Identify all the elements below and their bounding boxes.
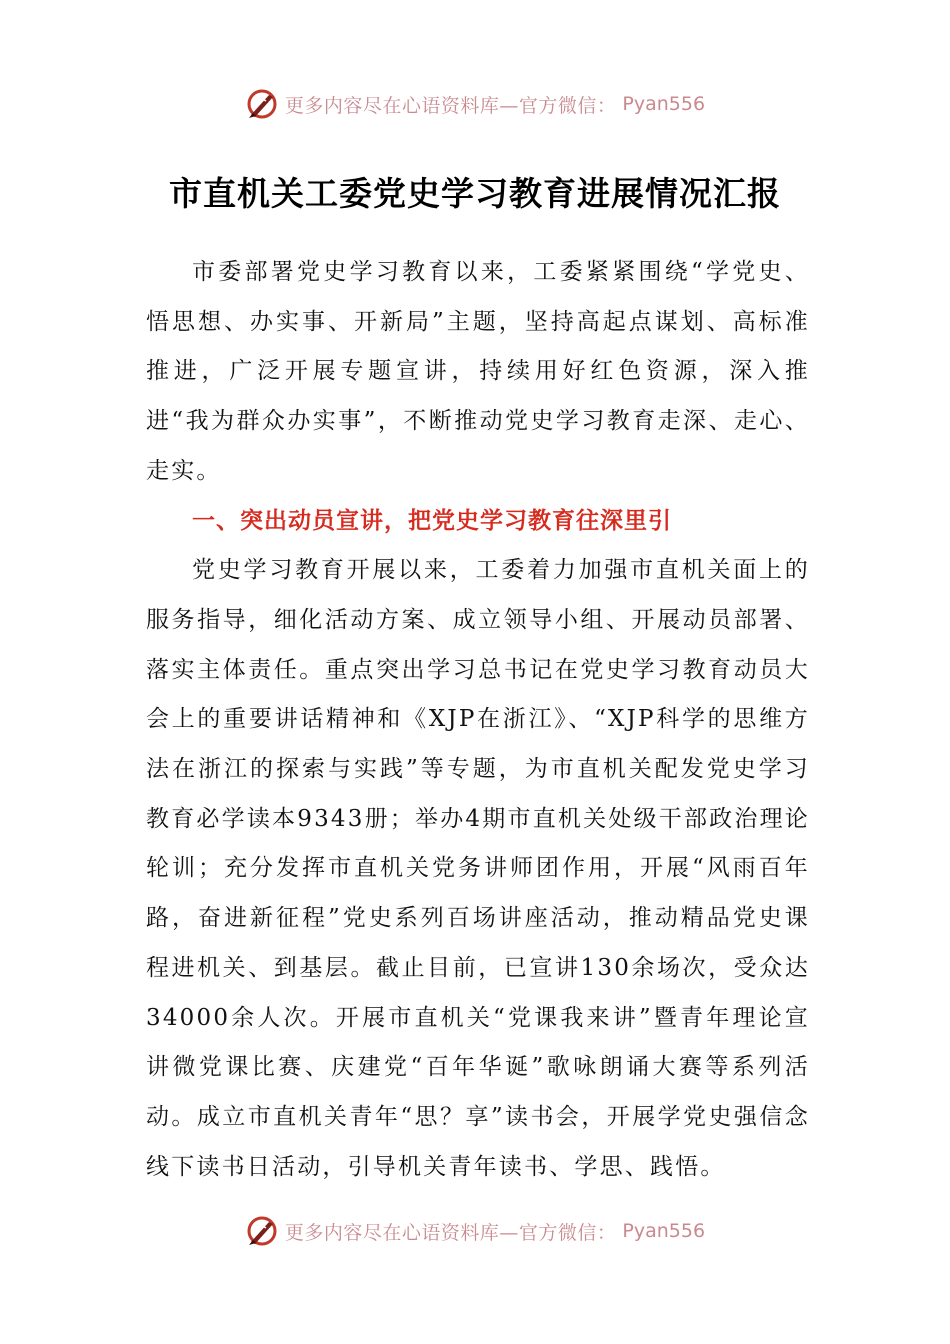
pen-circle-logo-icon xyxy=(245,1214,279,1248)
intro-paragraph: 市委部署党史学习教育以来，工委紧紧围绕“学党史、悟思想、办实事、开新局”主题，坚持高起点谋划、高标准推进，广泛开展专题宣讲，持续用好红色资源，深入推进“我为群众办实事”，不断推动党史学习教育走深、走心、走实。 xyxy=(146,259,810,484)
watermark-wechat-id: Pyan556 xyxy=(622,1220,706,1242)
watermark-wechat-id: Pyan556 xyxy=(622,93,706,115)
watermark-text: 更多内容尽在心语资料库—官方微信： xyxy=(284,1221,617,1244)
pen-circle-logo-icon xyxy=(245,87,279,121)
section-heading-1: 一、突出动员宣讲，把党史学习教育往深里引 xyxy=(192,507,672,534)
section-1-paragraph: 党史学习教育开展以来，工委着力加强市直机关面上的服务指导，细化活动方案、成立领导小组、开展动员部署、落实主体责任。重点突出学习总书记在党史学习教育动员大会上的重要讲话精神和《XJP在浙江》、“XJP科学的思维方法在浙江的探索与实践”等专题，为市直机关配发党史学习教育必学读本9343册；举办4期市直机关处级干部政治理论轮训；充分发挥市直机关党务讲师团作用，开展“风雨百年路，奋进新征程”党史系列百场讲座活动，推动精品党史课程进机关、到基层。截止目前，已宣讲130余场次，受众达34000余人次。开展市直机关“党课我来讲”暨青年理论宣讲微党课比赛、庆建党“百年华诞”歌咏朗诵大赛等系列活动。成立市直机关青年“思？享”读书会，开展学党史强信念线下读书日活动，引导机关青年读书、学思、践悟。 xyxy=(146,557,810,1180)
document-title: 市直机关工委党史学习教育进展情况汇报 xyxy=(169,174,781,213)
document-body xyxy=(146,248,810,1192)
watermark-footer xyxy=(0,1211,950,1251)
watermark-header xyxy=(0,84,950,124)
watermark-text: 更多内容尽在心语资料库—官方微信： xyxy=(284,94,617,117)
